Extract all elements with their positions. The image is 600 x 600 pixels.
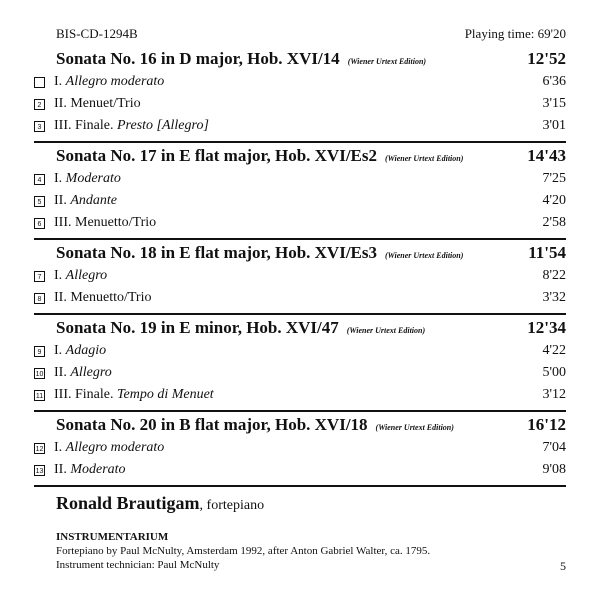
track-movement-number: III. (54, 118, 75, 133)
track-number-box: 10 (34, 368, 45, 379)
track-duration: 6'36 (542, 74, 566, 89)
sonata-list (34, 46, 566, 481)
track-label (54, 462, 126, 478)
track-tempo: Tempo di Menuet (117, 387, 214, 402)
sonata-title: Sonata No. 19 in E minor, Hob. XVI/47 (56, 318, 339, 337)
track-number-box: 2 (34, 99, 45, 110)
track-duration: 3'15 (542, 96, 566, 111)
sonata-title-row (34, 313, 566, 340)
track-title: Finale. (75, 118, 117, 133)
track-tempo: Adagio (65, 343, 107, 358)
sonata-total-time: 14'43 (527, 146, 566, 165)
instrumentarium-line2: Instrument technician: Paul McNulty (56, 559, 220, 571)
track-row[interactable] (34, 384, 566, 406)
track-duration: 3'12 (542, 387, 566, 402)
track-label (54, 290, 151, 306)
track-tempo: Moderato (65, 171, 121, 186)
sonata-title-row (34, 238, 566, 265)
sonata-section (34, 46, 566, 137)
track-label (54, 343, 106, 359)
track-label (54, 365, 112, 381)
sonata-section (34, 141, 566, 234)
track-tempo: Andante (70, 193, 117, 208)
track-movement-number: I. (54, 268, 66, 283)
track-movement-number: I. (54, 343, 66, 358)
track-duration: 3'32 (542, 290, 566, 305)
catalog-number: BIS-CD-1294B (56, 26, 138, 41)
track-movement-number: I. (54, 440, 66, 455)
track-duration: 5'00 (542, 365, 566, 380)
track-movement-number: II. (54, 462, 71, 477)
track-movement-number: II. (54, 365, 71, 380)
track-number-box: 13 (34, 465, 45, 476)
track-label (54, 118, 209, 134)
track-tempo: Presto [Allegro] (117, 118, 209, 133)
track-duration: 4'20 (542, 193, 566, 208)
track-number-box: 7 (34, 271, 45, 282)
sonata-section (34, 313, 566, 406)
track-label (54, 387, 214, 403)
track-tempo: Allegro moderato (65, 440, 165, 455)
track-row[interactable] (34, 437, 566, 459)
track-movement-number: I. (54, 74, 66, 89)
track-row[interactable] (34, 459, 566, 481)
edition-note: (Wiener Urtext Edition) (375, 423, 454, 432)
edition-note: (Wiener Urtext Edition) (385, 251, 464, 260)
track-movement-number: II. (54, 96, 71, 111)
edition-note: (Wiener Urtext Edition) (385, 154, 464, 163)
sonata-title-row (34, 141, 566, 168)
edition-note: (Wiener Urtext Edition) (347, 57, 427, 66)
artist-name: Ronald Brautigam (56, 493, 200, 513)
playing-time: Playing time: 69'20 (464, 26, 566, 41)
track-title: Menuet/Trio (70, 96, 141, 111)
track-number-box (34, 77, 45, 88)
track-tempo: Allegro (70, 365, 112, 380)
track-row[interactable] (34, 93, 566, 115)
track-number-box: 8 (34, 293, 45, 304)
track-tempo: Moderato (70, 462, 126, 477)
track-number-box: 11 (34, 390, 45, 401)
sonata-title: Sonata No. 16 in D major, Hob. XVI/14 (56, 49, 340, 68)
sonata-title: Sonata No. 20 in B flat major, Hob. XVI/18 (56, 415, 368, 434)
track-movement-number: III. (54, 387, 75, 402)
track-row[interactable] (34, 71, 566, 93)
track-number-box: 3 (34, 121, 45, 132)
track-duration: 2'58 (542, 215, 566, 230)
track-row[interactable] (34, 190, 566, 212)
page-number: 5 (560, 559, 566, 573)
track-duration: 7'25 (542, 171, 566, 186)
booklet-page (34, 26, 566, 572)
track-row[interactable] (34, 340, 566, 362)
track-row[interactable] (34, 168, 566, 190)
sonata-title: Sonata No. 17 in E flat major, Hob. XVI/Es2 (56, 146, 377, 165)
instrumentarium-title: INSTRUMENTARIUM (56, 531, 169, 543)
track-number-box: 6 (34, 218, 45, 229)
sonata-title: Sonata No. 18 in E flat major, Hob. XVI/Es3 (56, 243, 377, 262)
track-row[interactable] (34, 115, 566, 137)
sonata-total-time: 11'54 (528, 243, 566, 262)
track-row[interactable] (34, 362, 566, 384)
sonata-total-time: 12'34 (527, 318, 566, 337)
track-label (54, 193, 117, 209)
artist-role: , fortepiano (199, 498, 265, 513)
track-number-box: 12 (34, 443, 45, 454)
sonata-title-row (34, 410, 566, 437)
sonata-section (34, 410, 566, 481)
track-movement-number: I. (54, 171, 66, 186)
track-row[interactable] (34, 212, 566, 234)
track-label (54, 74, 164, 90)
track-duration: 9'08 (542, 462, 566, 477)
sonata-title-row (34, 46, 566, 71)
track-label (54, 268, 107, 284)
track-duration: 3'01 (542, 118, 566, 133)
track-row[interactable] (34, 287, 566, 309)
header (34, 26, 566, 42)
track-number-box: 5 (34, 196, 45, 207)
track-duration: 8'22 (542, 268, 566, 283)
edition-note: (Wiener Urtext Edition) (346, 326, 426, 335)
track-duration: 7'04 (542, 440, 566, 455)
track-movement-number: III. (54, 215, 75, 230)
track-tempo: Allegro moderato (65, 74, 165, 89)
instrumentarium-line1: Fortepiano by Paul McNulty, Amsterdam 1992, after Anton Gabriel Walter, ca. 1795. (56, 545, 431, 557)
sonata-total-time: 12'52 (527, 49, 566, 68)
track-title: Menuetto/Trio (70, 290, 152, 305)
track-title: Menuetto/Trio (75, 215, 157, 230)
track-label (54, 171, 121, 187)
instrumentarium (34, 530, 566, 572)
track-duration: 4'22 (542, 343, 566, 358)
track-label (54, 96, 141, 112)
track-label (54, 440, 164, 456)
sonata-section (34, 238, 566, 309)
track-movement-number: II. (54, 290, 71, 305)
artist (34, 485, 566, 514)
track-number-box: 4 (34, 174, 45, 185)
track-row[interactable] (34, 265, 566, 287)
track-label (54, 215, 156, 231)
track-title: Finale. (75, 387, 117, 402)
sonata-total-time: 16'12 (527, 415, 566, 434)
track-number-box: 9 (34, 346, 45, 357)
track-movement-number: II. (54, 193, 71, 208)
track-tempo: Allegro (65, 268, 108, 283)
